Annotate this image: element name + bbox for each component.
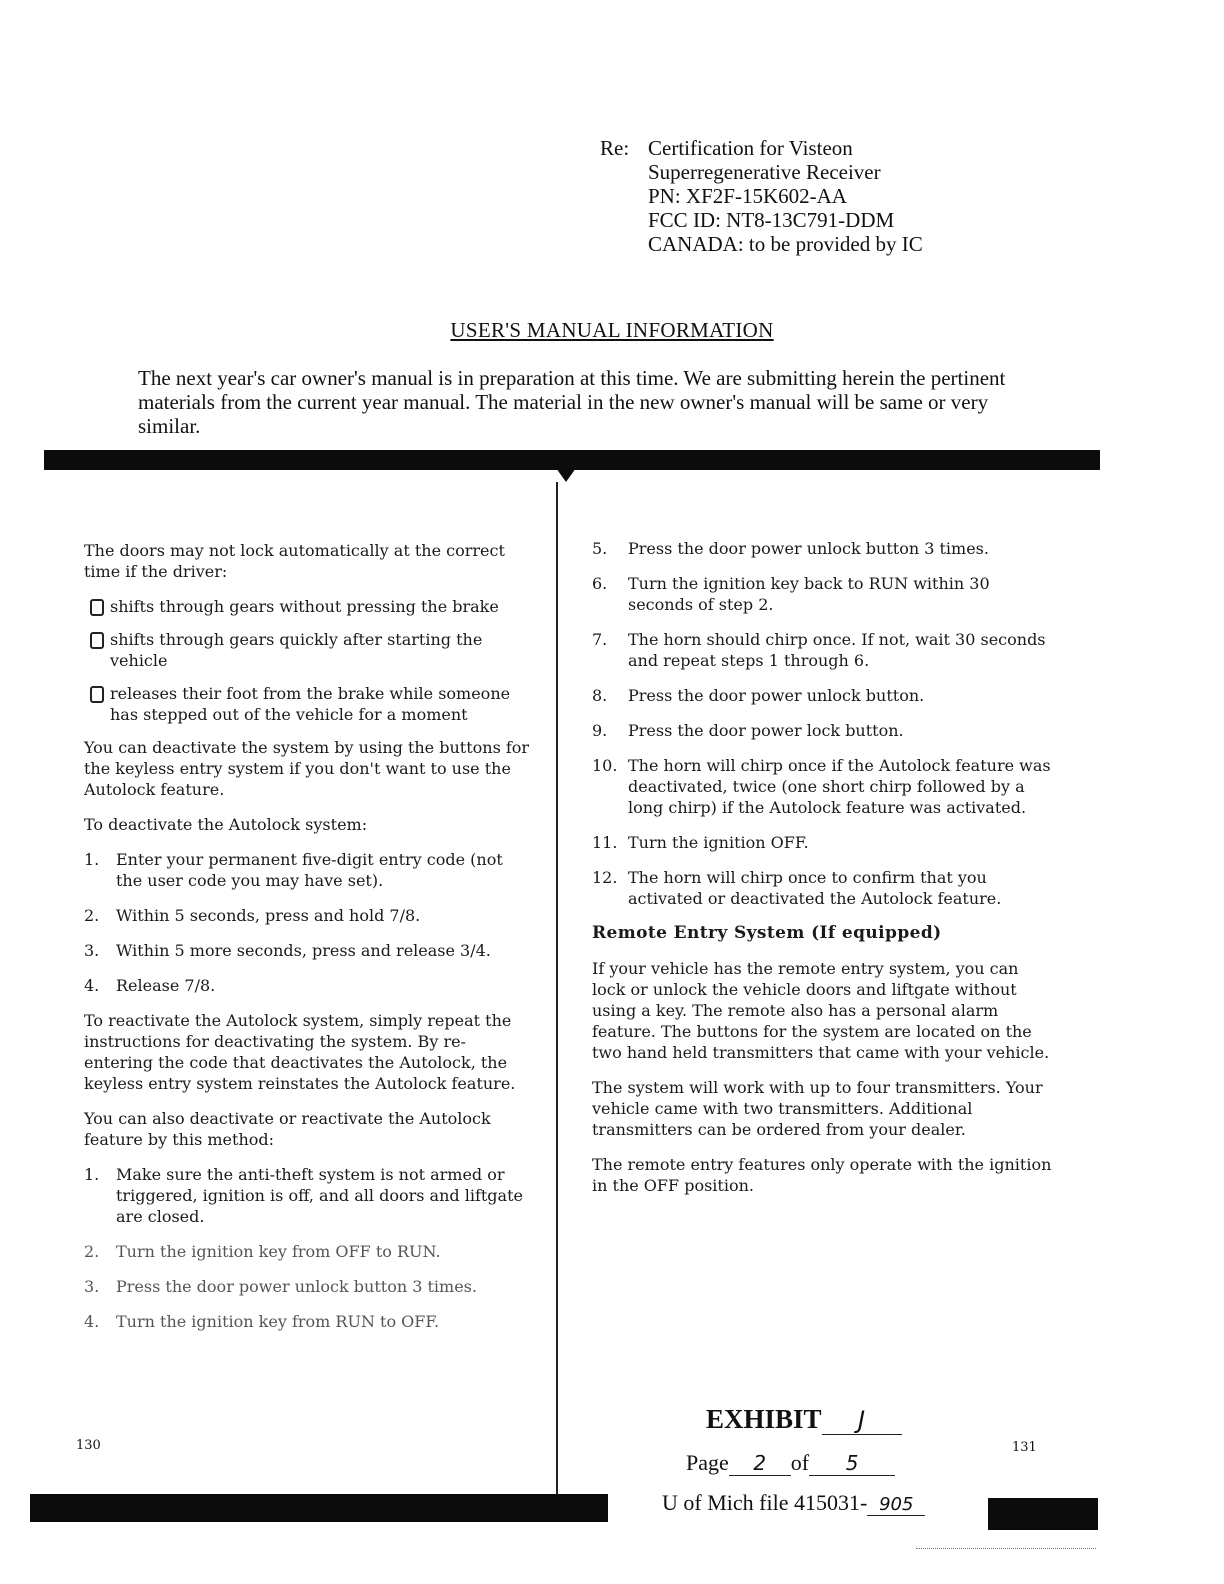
step-text: Press the door power lock button.	[628, 721, 904, 740]
manual-page-left	[84, 540, 530, 1346]
list-item	[592, 755, 1052, 818]
divider-notch	[556, 468, 576, 482]
paragraph: If your vehicle has the remote entry system, you can lock or unlock the vehicle doors and liftgate without using a key. The remote also has a personal alarm feature. The buttons for the system are located on the two hand held transmitters that came with your vehicle.	[592, 959, 1050, 1062]
checklist-text: shifts through gears quickly after starting the vehicle	[110, 630, 483, 670]
step-number: 1.	[84, 850, 100, 869]
list-item	[592, 720, 1052, 741]
header-line: FCC ID: NT8-13C791-DDM	[648, 208, 895, 232]
step-number: 4.	[84, 1312, 100, 1331]
scan-artifact-line	[916, 1548, 1096, 1549]
paragraph: To reactivate the Autolock system, simply repeat the instructions for deactivating the system. By re-entering the code that deactivates the Autolock, the keyless entry system reinstates the Autolock feature.	[84, 1011, 516, 1093]
step-text: The horn will chirp once to confirm that you activated or deactivated the Autolock feature.	[628, 868, 1002, 908]
checklist-item	[84, 629, 530, 671]
column-gutter-line	[556, 482, 558, 1522]
checkbox-icon	[90, 686, 104, 703]
list-item	[592, 573, 1052, 615]
step-number: 2.	[84, 906, 100, 925]
paragraph: The remote entry features only operate with the ignition in the OFF position.	[592, 1155, 1052, 1195]
list-item	[84, 1164, 530, 1227]
checkbox-icon	[90, 632, 104, 649]
manual-page-right	[592, 538, 1052, 1210]
step-number: 12.	[592, 868, 618, 887]
list-item	[84, 1276, 530, 1297]
step-text: Within 5 more seconds, press and release 3/4.	[116, 941, 491, 960]
checklist-item	[84, 596, 530, 617]
step-number: 5.	[592, 539, 608, 558]
step-text: Release 7/8.	[116, 976, 216, 995]
step-text: Turn the ignition key back to RUN within 30 seconds of step 2.	[628, 574, 990, 614]
paragraph: To deactivate the Autolock system:	[84, 815, 368, 834]
exhibit-page-line	[686, 1450, 895, 1476]
exhibit-page-total: 5	[809, 1451, 895, 1476]
step-text: Turn the ignition key from RUN to OFF.	[116, 1312, 440, 1331]
paragraph: You can deactivate the system by using the buttons for the keyless entry system if you don't want to use the Autolock feature.	[84, 738, 530, 799]
re-label: Re:	[600, 136, 630, 160]
exhibit-letter: J	[822, 1406, 902, 1435]
checkbox-icon	[90, 599, 104, 616]
checklist-item	[84, 683, 530, 725]
header-line: Superregenerative Receiver	[648, 160, 881, 184]
header-line: PN: XF2F-15K602-AA	[648, 184, 847, 208]
step-text: Turn the ignition OFF.	[628, 833, 809, 852]
step-text: Turn the ignition key from OFF to RUN.	[116, 1242, 441, 1261]
paragraph: The system will work with up to four transmitters. Your vehicle came with two transmitters. Additional transmitters can be ordered from your dealer.	[592, 1078, 1043, 1139]
list-item	[592, 538, 1052, 559]
file-suffix: 905	[867, 1494, 925, 1516]
exhibit-label	[706, 1404, 902, 1435]
exhibit-text: EXHIBIT	[706, 1404, 822, 1434]
step-number: 8.	[592, 686, 608, 705]
step-number: 9.	[592, 721, 608, 740]
step-number: 11.	[592, 833, 618, 852]
list-item	[84, 905, 530, 926]
header-line: Certification for Visteon	[648, 136, 853, 160]
step-text: Within 5 seconds, press and hold 7/8.	[116, 906, 421, 925]
list-item	[592, 832, 1052, 853]
top-divider-bar	[44, 450, 1100, 470]
step-text: Press the door power unlock button 3 times.	[116, 1277, 477, 1296]
step-text: Make sure the anti-theft system is not armed or triggered, ignition is off, and all doors and liftgate are closed.	[116, 1165, 523, 1226]
exhibit-file-line	[662, 1490, 925, 1516]
step-text: Press the door power unlock button.	[628, 686, 925, 705]
step-number: 6.	[592, 574, 608, 593]
list-item	[592, 867, 1052, 909]
paragraph: You can also deactivate or reactivate the Autolock feature by this method:	[84, 1109, 491, 1149]
document-title: USER'S MANUAL INFORMATION	[450, 318, 774, 342]
step-number: 7.	[592, 630, 608, 649]
step-number: 1.	[84, 1165, 100, 1184]
page-label: Page	[686, 1450, 729, 1475]
step-number: 4.	[84, 976, 100, 995]
certification-header	[600, 136, 923, 256]
list-item	[84, 1241, 530, 1262]
step-text: Press the door power unlock button 3 times.	[628, 539, 989, 558]
list-item	[84, 975, 530, 996]
checklist-text: releases their foot from the brake while someone has stepped out of the vehicle for a moment	[110, 684, 511, 724]
step-text: The horn will chirp once if the Autolock feature was deactivated, twice (one short chirp followed by a long chirp) if the Autolock feature was activated.	[628, 756, 1051, 817]
bottom-bar-right	[988, 1498, 1098, 1530]
page-number-left: 130	[76, 1438, 101, 1453]
step-text: The horn should chirp once. If not, wait 30 seconds and repeat steps 1 through 6.	[628, 630, 1046, 670]
step-number: 10.	[592, 756, 618, 775]
step-number: 3.	[84, 1277, 100, 1296]
checklist-text: shifts through gears without pressing the brake	[110, 597, 499, 616]
exhibit-page-number: 2	[729, 1451, 791, 1476]
list-item	[592, 629, 1052, 671]
of-label: of	[790, 1450, 810, 1475]
page-number-right: 131	[1012, 1440, 1037, 1455]
header-line: CANADA: to be provided by IC	[648, 232, 923, 256]
paragraph: The doors may not lock automatically at the correct time if the driver:	[84, 541, 505, 581]
section-heading: Remote Entry System (If equipped)	[592, 923, 942, 943]
list-item	[84, 849, 530, 891]
bottom-bar-left	[30, 1494, 608, 1522]
list-item	[84, 1311, 530, 1332]
file-label: U of Mich file 415031-	[662, 1490, 868, 1515]
intro-paragraph: The next year's car owner's manual is in preparation at this time. We are submitting herein the pertinent materials from the current year manual. The material in the new owner's manual will be same or very similar.	[138, 366, 1006, 438]
step-number: 3.	[84, 941, 100, 960]
step-text: Enter your permanent five-digit entry code (not the user code you may have set).	[116, 850, 503, 890]
list-item	[592, 685, 1052, 706]
step-number: 2.	[84, 1242, 100, 1261]
list-item	[84, 940, 530, 961]
